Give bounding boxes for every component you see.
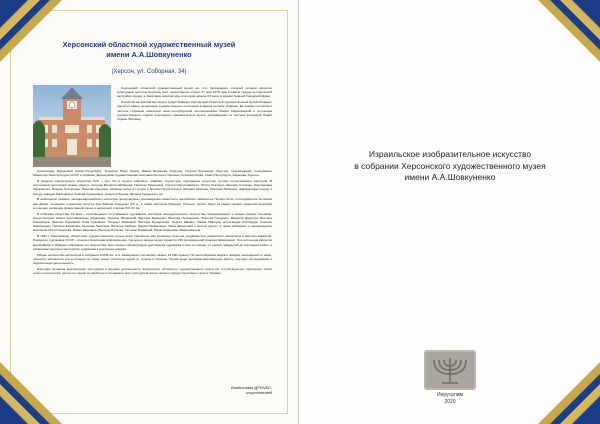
museum-address: (Херсон, ул. Соборная, 34) [111,69,187,75]
publication-place [400,392,500,405]
museum-title [30,40,268,59]
body-paragraph: В небольшом разделе западноевропейского искусства представлены произведения известного английского живописца Питера Лели, последователя Антониса ван Дейка, немецкого романтика Августа фон Бейера середины XIX в., а также мастеров Франции, Польши, Чехии. Одно из самых ценных разделов музейной коллекции посвящён православной иконе и церковной старине XVI-XX вв. [33,197,272,210]
menorah-emblem [424,350,476,390]
publication-year: 2020 [444,398,456,405]
author-role: искусствовед [245,390,272,395]
book-title-line-3: имени А.А.Шовкуненко [404,172,496,182]
corner-ornament-bottom-left [0,362,62,424]
body-paragraph: В 1981 г. Херсонскому областному художественному музею было присвоено имя уроженца Херсона, выдающегося украинского живописца и мастера акварели, Народного художника СССР - Алексея Алексеевича Шовкуненко. Сегодня в фонде музея хранится 156 произведений Алексея Шовкуненко. Эта коллекция является крупнейшим в Украине собранием его творчества. Оно хорошо иллюстрирует достижения художника и всю его жизнь, от ранних акварелей до последних работ, и раскрывает высокое мастерство художника в различных жанрах. [33,234,272,251]
museum-title-line-1: Херсонский областной художественный музей [62,40,236,49]
corner-ornament-top-right [538,0,600,62]
author-name: Владислава ДРИЧКО, [231,385,272,390]
book-title [330,149,570,184]
body-paragraph: Общее количество экспонатов в собрании ХОХМ им. А.А. Шовкуненко составляет свыше 12 000 единиц. По многообразию видов и жанров, насыщенности имен, ценности экспонатов эта коллекция по праву может считаться одной из лучших в Украине. Музей ведет активную выставочную работу, научные исследования и издательскую деятельность. [33,252,272,266]
museum-title-line-2: имени А.А.Шовкуненко [106,49,192,59]
book-title-line-1: Израильское изобразительное искусство [368,149,532,159]
city-name: Иерусалим [437,392,463,398]
book-title-line-2: в собрании Херсонского художественного музея [354,160,546,171]
body-paragraph: В собрании искусства ХХ века – произведения титулованных художников, мастеров самодеятельного творчества, принадлежащих к самым разным течениям, среди которых имена прославленных украинцев: Татьяны Яблонской, Виктора Зарецкого, Виктора Пузырькова, Николая Глущенко, Михаила Дерегуса, Виктора Ковальчука, Эмилии Наумовой, Льва Гуменюка, Натальи Ивановой, Виктора Пузырькова, Сергея Швайко, Ивана Марчука, Александра Ройтбурда, Алексея Шовкуненко, Николая Ермакова, Леонида Левитина, Виталия Гарбуза, Марии Примаченко, Нины Денисовой и многих других, а также сибирских и ленинградских мастеров: Ильи Глазунова, Ивана Ширшина, Виктора Попкова, Татьяны Мавриной, Юрия Семенова, Марка Шагала. [33,211,272,233]
body-paragraph: Ежегодно активная выставочная, культурная и научная деятельность Херсонского областного художественного музея им. А.А.Шовкуненко привлекает сотни тысяч посетителей, делая его одним из наиболее посещаемых мест культурной жизни нашего города и музейного дела в Украине. [33,266,272,276]
article-body [33,169,272,277]
intro-text [117,86,272,123]
body-paragraph: В разделе классического искусства XVIII – нач. XX в. вошли живопись, графика, скульптура, прикладное искусство лучших отечественных мастеров. В постоянной экспозиции можно увидеть полотна Михаила Шибанова, Николая Пиненчака, Сергея Светославского, Петра Левченко, Евгения Столицы, Константина Крыжицкого, Бориса Григорьева, Николая Крылова, образцы литья из чугуна и бронзы Петра Клодта, Евгения Лансере, Николая Либериха, фарфоровую посуду и посуду заводов Мальцева и Семена Кузнецовых, Алексея Попова, Франца Гарднера и др. [33,179,272,196]
intro-paragraph: Несмотря на краткий век своего существования Херсонский областной художественный музей обладает одной из самых интересных художественных коллекций в южном регионе Украины. Ее основу составляют частное собрание известной санкт-петербургской коллекционерки Марии Корниловской и коллекция художественного отдела Херсонского краеведческого музея, произведения из частных коллекций Лидии Годвин (Москва), [117,100,272,122]
museum-building-photo [33,85,111,167]
corner-ornament-bottom-right [538,362,600,424]
body-paragraph: Александры Бирюковой (Санкт-Петербург), Терентия Юрко (Киев), Ивана Федорова (Одесса), Георгия Бурьякова (Херсон), произведения, переданные Министерством культуры СССР и Украины, Дирекциями художественных выставок России и Украины, музеями Киева, Санкт-Петербурга, Харькова, Одессы. [33,169,272,178]
left-page [0,0,299,424]
intro-paragraph: Херсонский областной художественный музей им. А.А. Шовкуненко, который сегодня является культурным центром Херсона, был торжественно открыт 27 мая 1978 года в самом сердце исторической застройки города, в памятнике архитектуры и истории начала XX века, в здании бывшей Городской Думы. [117,86,272,99]
author-signature [200,385,272,395]
